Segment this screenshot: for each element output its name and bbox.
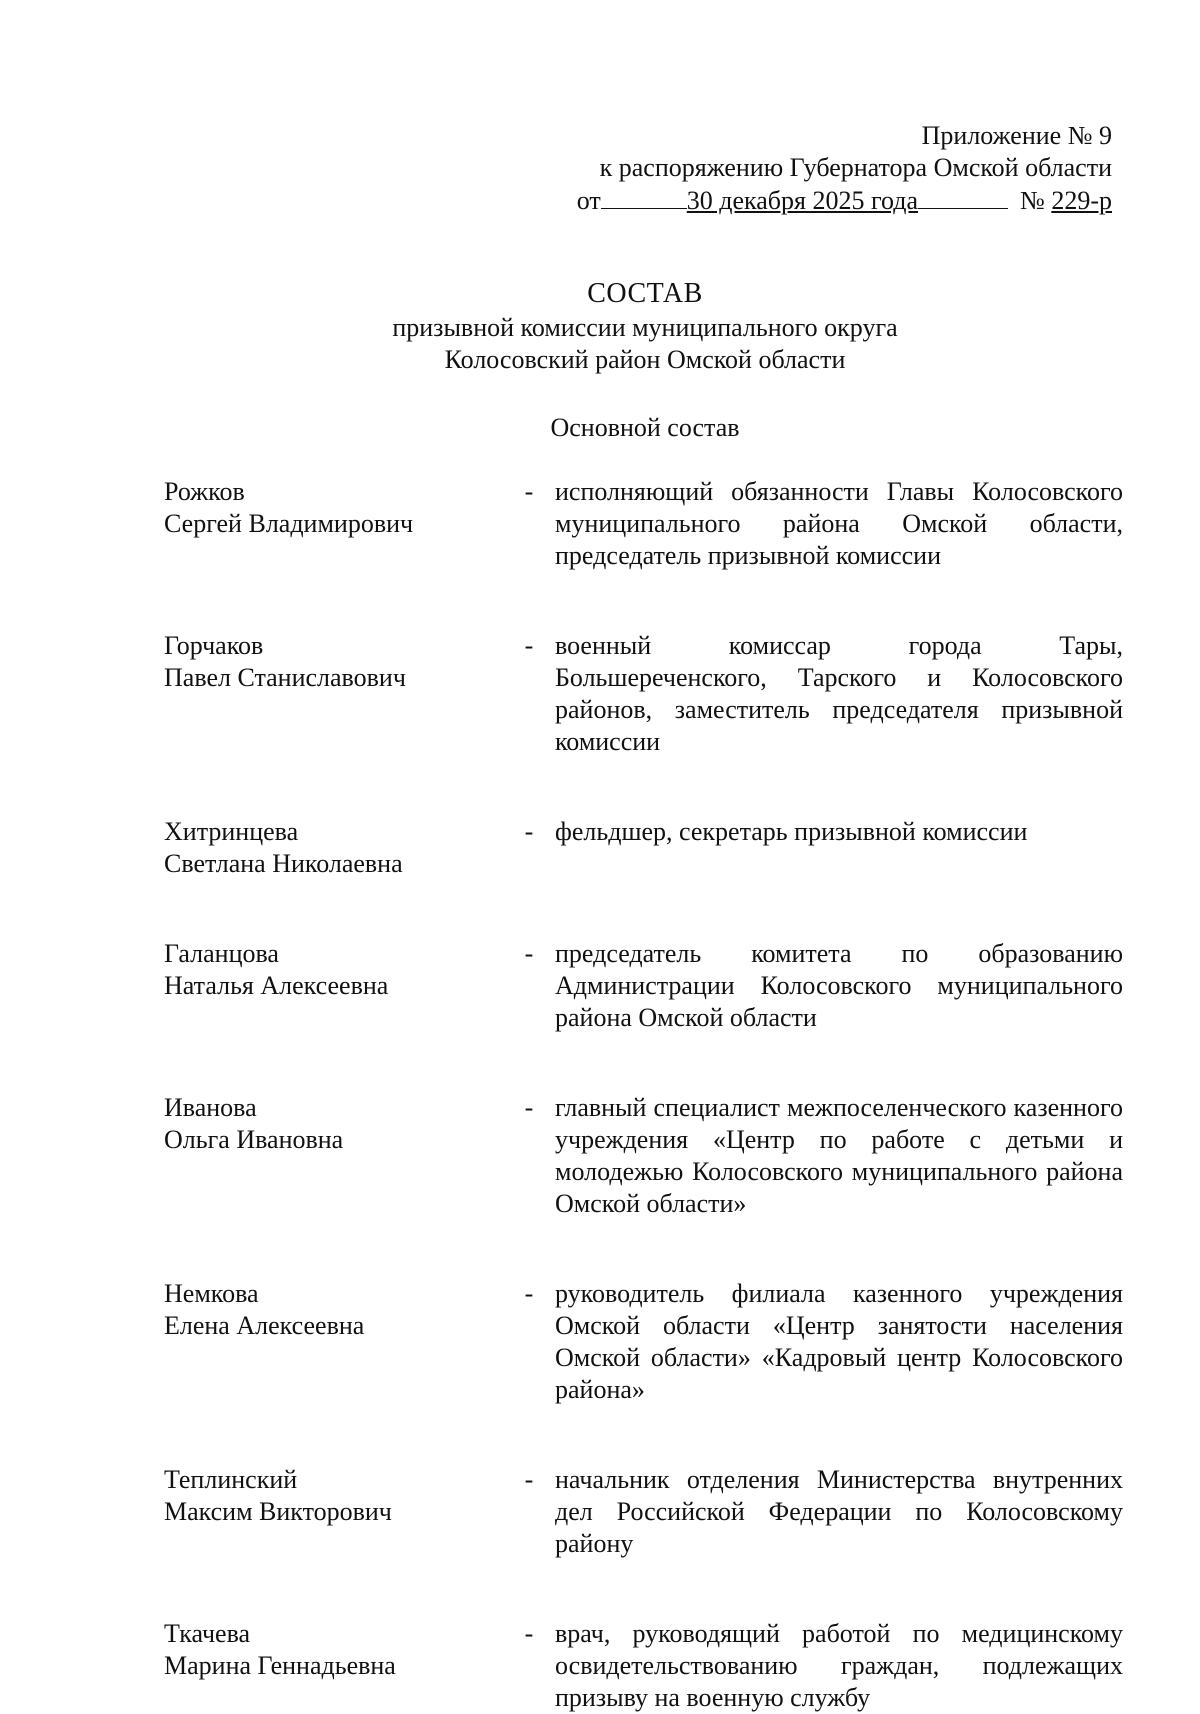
date-blank-left — [601, 184, 687, 209]
member-dash: - — [524, 1093, 534, 1122]
document-header — [577, 120, 1112, 216]
member-entry — [164, 476, 1124, 572]
date-blank-right — [918, 184, 1008, 209]
title-subtitle-1: призывной комиссии муниципального округа — [392, 313, 898, 342]
member-name — [164, 1278, 504, 1342]
member-name — [164, 476, 504, 540]
member-role: фельдшер, секретарь призывной комиссии — [555, 817, 1028, 846]
member-entry — [164, 1278, 1124, 1406]
member-dash: - — [524, 1465, 534, 1494]
member-entry — [164, 938, 1124, 1034]
order-number: 229-р — [1051, 186, 1112, 215]
member-role: врач, руководящий работой по медицинскому освидетельствованию граждан, подлежащих призыву на военную службу — [555, 1619, 1123, 1712]
member-role: руководитель филиала казенного учреждения Омской области «Центр занятости населения Омской области» «Кадровый центр Колосовского района» — [555, 1279, 1123, 1404]
member-dash: - — [524, 1619, 534, 1648]
member-surname: Рожков — [164, 477, 245, 506]
title-main: СОСТАВ — [587, 278, 703, 309]
number-prefix: № — [1020, 186, 1045, 215]
member-role: военный комиссар города Тары, Большереченского, Тарского и Колосовского районов, заместитель председателя призывной комиссии — [555, 631, 1123, 756]
member-role: председатель комитета по образованию Администрации Колосовского муниципального района Омской области — [555, 939, 1123, 1032]
member-dash: - — [524, 1279, 534, 1308]
member-dash: - — [524, 939, 534, 968]
member-name — [164, 816, 504, 880]
member-given-names: Сергей Владимирович — [164, 509, 414, 538]
member-dash: - — [524, 817, 534, 846]
member-surname: Ткачева — [164, 1619, 251, 1648]
member-given-names: Наталья Алексеевна — [164, 971, 389, 1000]
member-name — [164, 1464, 504, 1528]
member-dash: - — [524, 631, 534, 660]
member-entry — [164, 1618, 1124, 1714]
member-name — [164, 630, 504, 694]
members-list — [164, 476, 1124, 1714]
member-given-names: Светлана Николаевна — [164, 849, 403, 878]
member-name — [164, 1618, 504, 1682]
member-given-names: Павел Станиславович — [164, 663, 406, 692]
member-surname: Теплинский — [164, 1465, 298, 1494]
section-heading: Основной состав — [550, 413, 740, 442]
member-entry — [164, 1092, 1124, 1220]
order-reference: к распоряжению Губернатора Омской области — [599, 153, 1112, 182]
member-entry — [164, 630, 1124, 758]
member-given-names: Марина Геннадьевна — [164, 1651, 396, 1680]
member-surname: Хитринцева — [164, 817, 299, 846]
member-name — [164, 1092, 504, 1156]
member-entry — [164, 1464, 1124, 1560]
member-role: исполняющий обязанности Главы Колосовского муниципального района Омской области, председатель призывной комиссии — [555, 477, 1123, 570]
member-surname: Галанцова — [164, 939, 279, 968]
appendix-number: Приложение № 9 — [921, 121, 1112, 150]
member-role: начальник отделения Министерства внутренних дел Российской Федерации по Колосовскому району — [555, 1465, 1123, 1558]
member-dash: - — [524, 477, 534, 506]
document-title — [0, 278, 1200, 376]
member-entry — [164, 816, 1124, 880]
order-date: 30 декабря 2025 года — [686, 186, 919, 215]
order-date-line — [577, 184, 1112, 216]
member-given-names: Максим Викторович — [164, 1497, 392, 1526]
date-prefix: от — [576, 186, 601, 215]
member-name — [164, 938, 504, 1002]
title-subtitle-2: Колосовский район Омской области — [444, 345, 846, 374]
member-surname: Иванова — [164, 1093, 257, 1122]
member-given-names: Елена Алексеевна — [164, 1311, 365, 1340]
member-surname: Горчаков — [164, 631, 264, 660]
member-given-names: Ольга Ивановна — [164, 1125, 344, 1154]
member-role: главный специалист межпоселенческого казенного учреждения «Центр по работе с детьми и молодежью Колосовского муниципального района Омской области» — [555, 1093, 1123, 1218]
member-surname: Немкова — [164, 1279, 259, 1308]
